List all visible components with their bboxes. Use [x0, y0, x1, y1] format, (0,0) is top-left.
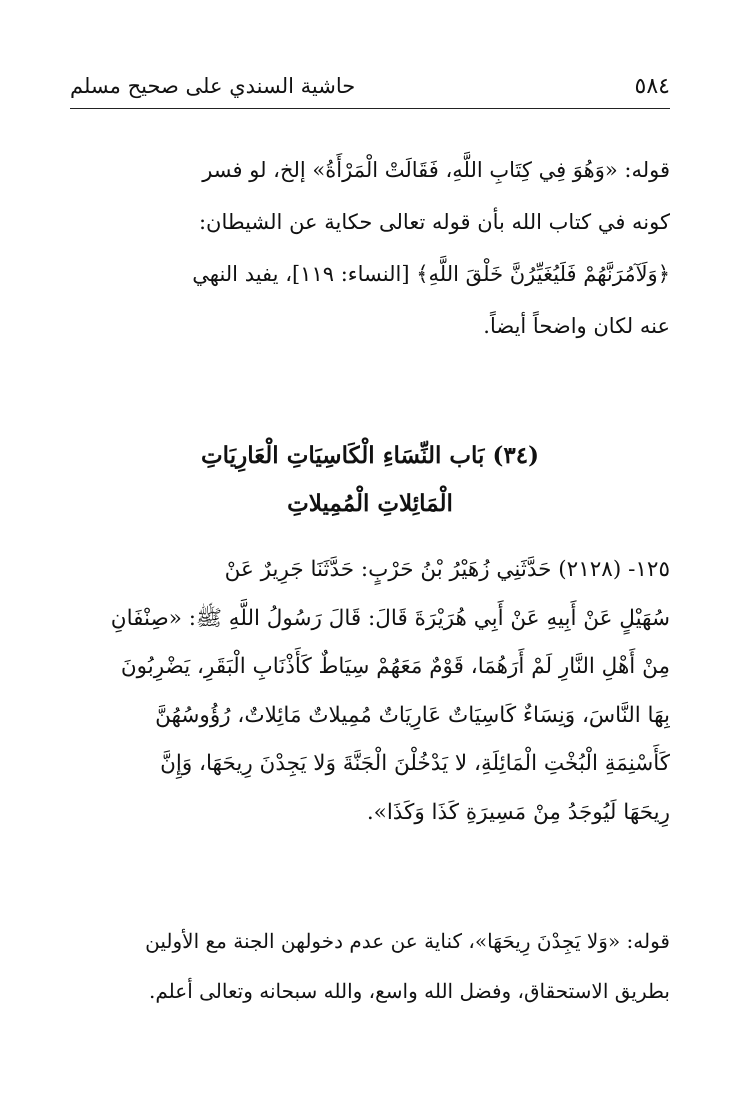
chapter-title-line: الْمَائِلاتِ الْمُمِيلاتِ [287, 490, 453, 517]
text-line: ﴿وَلَآمُرَنَّهُمْ فَلَيُغَيِّرُنَّ خَلْقَ اللَّهِ﴾ [النساء: ١١٩]، يفيد النهي [192, 262, 670, 286]
commentary-paragraph-2 [70, 916, 670, 1016]
text-line: بطريق الاستحقاق، وفضل الله واسع، والله سبحانه وتعالى أعلم. [149, 979, 670, 1003]
text-line: عنه لكان واضحاً أيضاً. [483, 314, 670, 338]
running-title: حاشية السندي على صحيح مسلم [70, 74, 356, 98]
text-line: قوله: «وَلا يَجِدْنَ رِيحَهَا»، كناية عن عدم دخولهن الجنة مع الأولين [145, 929, 670, 953]
text-line: كَأَسْنِمَةِ الْبُخْتِ الْمَائِلَةِ، لا يَدْخُلْنَ الْجَنَّةَ وَلا يَجِدْنَ رِيحَهَا، وَإِنَّ [160, 751, 670, 776]
text-line: رِيحَهَا لَيُوجَدُ مِنْ مَسِيرَةِ كَذَا وَكَذَا». [366, 799, 670, 825]
page-number: ٥٨٤ [634, 73, 670, 99]
text-line: ١٢٥- (٢١٢٨) حَدَّثَنِي زُهَيْرُ بْنُ حَرْبٍ: حَدَّثَنَا جَرِيرٌ عَنْ [224, 557, 670, 582]
chapter-heading [70, 432, 670, 528]
text-line: مِنْ أَهْلِ النَّارِ لَمْ أَرَهُمَا، قَوْمٌ مَعَهُمْ سِيَاطٌ كَأَذْنَابِ الْبَقَرِ، يَضْرِبُونَ [120, 654, 670, 679]
text-line: قوله: «وَهُوَ فِي كِتَابِ اللَّهِ، فَقَالَتْ الْمَرْأَةُ» إلخ، لو فسر [202, 158, 670, 182]
chapter-title-line: (٣٤) بَاب النِّسَاءِ الْكَاسِيَاتِ الْعَارِيَاتِ [201, 442, 539, 469]
text-line: كونه في كتاب الله بأن قوله تعالى حكاية عن الشيطان: [198, 210, 670, 234]
header-rule [70, 108, 670, 109]
hadith-text [70, 546, 670, 837]
running-head [70, 68, 670, 104]
text-line: بِهَا النَّاسَ، وَنِسَاءٌ كَاسِيَاتٌ عَارِيَاتٌ مُمِيلاتٌ مَائِلاتٌ، رُؤُوسُهُنَّ [155, 702, 670, 728]
commentary-paragraph-1 [70, 144, 670, 352]
text-line: سُهَيْلٍ عَنْ أَبِيهِ عَنْ أَبِي هُرَيْرَةَ قَالَ: قَالَ رَسُولُ اللَّهِ ﷺ: «صِنْفَانِ [110, 605, 670, 631]
